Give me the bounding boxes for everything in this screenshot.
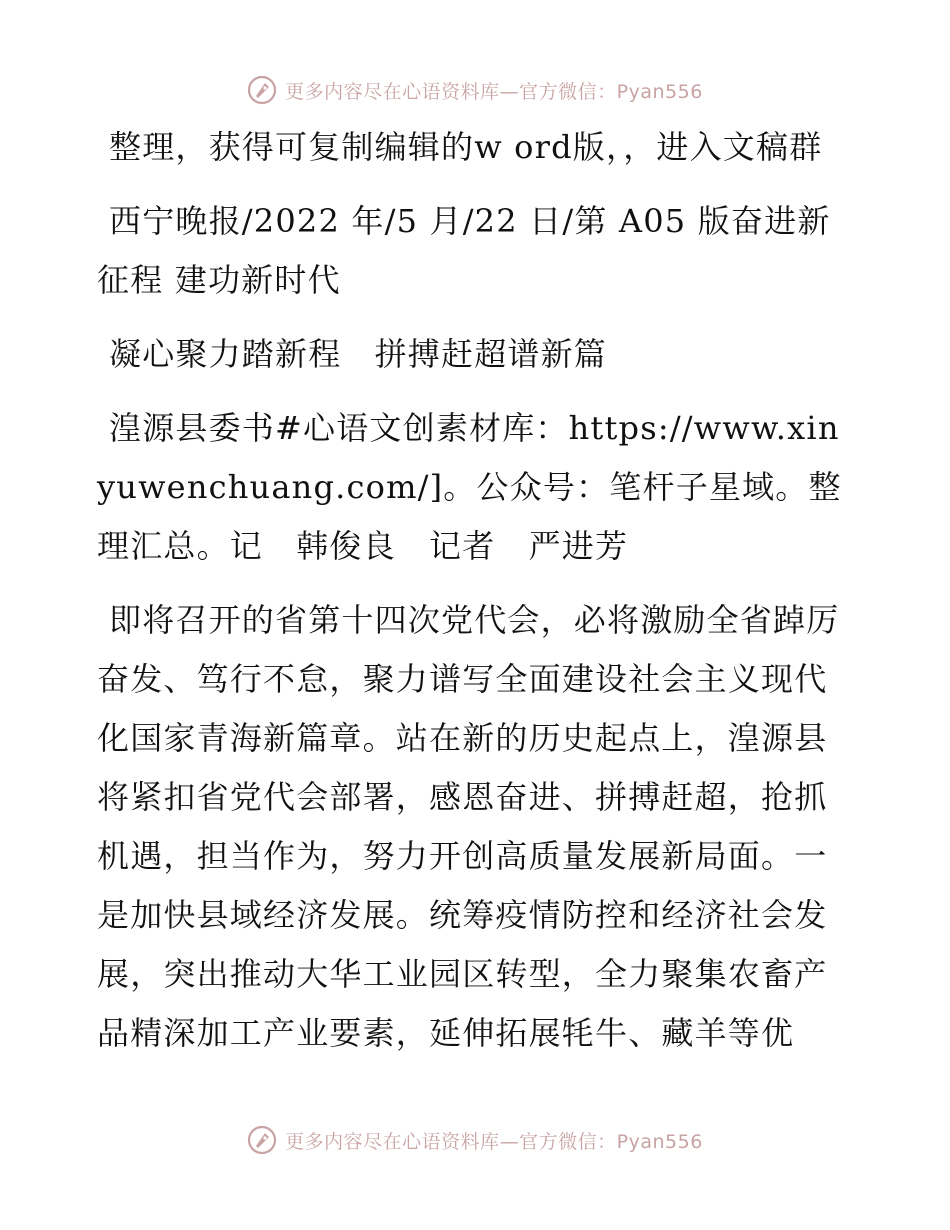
pen-nib-logo-icon (247, 1125, 277, 1155)
header-watermark (0, 72, 950, 108)
watermark-text: 更多内容尽在心语资料库—官方微信：Pyan556 (285, 80, 703, 103)
footer-watermark (0, 1122, 950, 1158)
paragraph-intro: 整理，获得可复制编辑的w ord版，，进入文稿群 (109, 128, 823, 166)
paragraph-source: 西宁晚报/2022 年/5 月/22 日/第 A05 版奋进新征程 建功新时代 (97, 202, 831, 299)
watermark-text: 更多内容尽在心语资料库—官方微信：Pyan556 (285, 1130, 703, 1153)
paragraph-headline: 凝心聚力踏新程 拼搏赶超谱新篇 (109, 335, 608, 373)
pen-nib-logo-icon (247, 75, 277, 105)
document-body (97, 118, 857, 1078)
paragraph-body: 即将召开的省第十四次党代会，必将激励全省踔厉奋发、笃行不怠，聚力谱写全面建设社会主义现代化国家青海新篇章。站在新的历史起点上，湟源县将紧扣省党代会部署，感恩奋进、拼搏赶超，抢抓机遇，担当作为，努力开创高质量发展新局面。一是加快县域经济发展。统筹疫情防控和经济社会发展，突出推动大华工业园区转型，全力聚集农畜产品精深加工产业要素，延伸拓展牦牛、藏羊等优 (97, 601, 840, 1052)
paragraph-byline: 湟源县委书#心语文创素材库：https://www.xinyuwenchuang.com/]。公众号：笔杆子星域。整理汇总。记 韩俊良 记者 严进芳 (97, 409, 842, 565)
